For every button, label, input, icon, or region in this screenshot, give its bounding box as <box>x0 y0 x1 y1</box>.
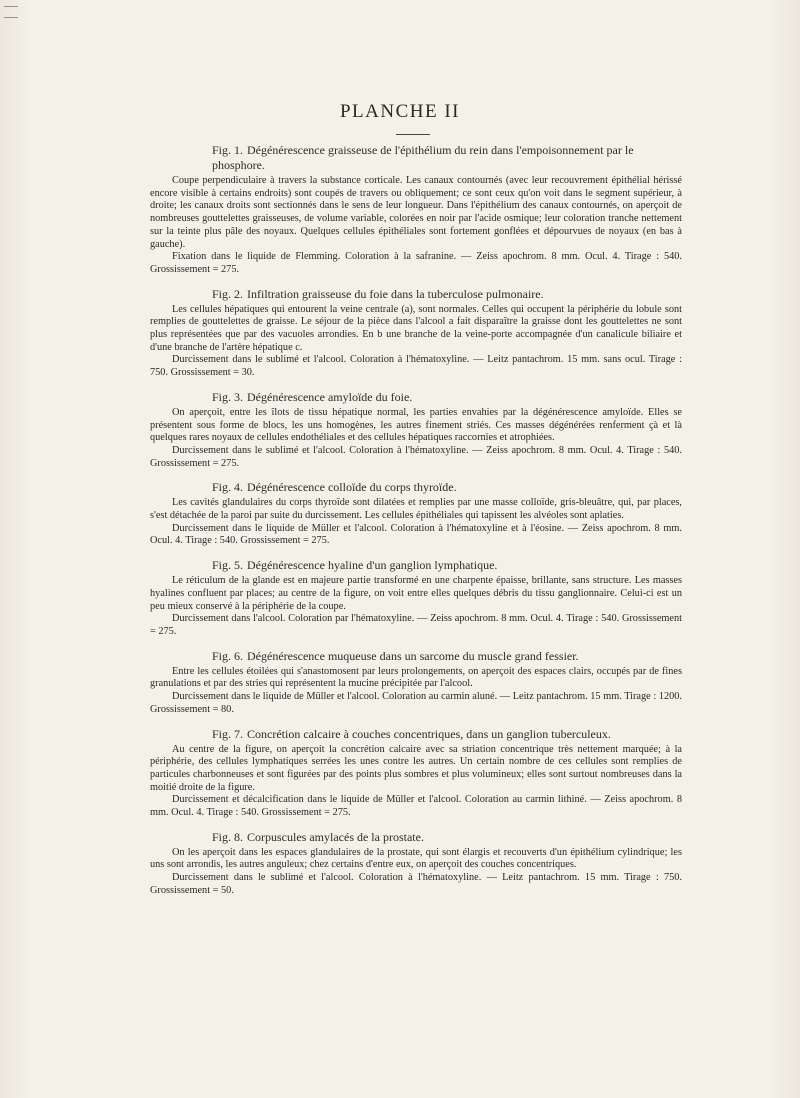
figure-legend-4 <box>150 480 682 548</box>
figure-legend-1 <box>150 143 682 277</box>
figure-label: Fig. 5. <box>212 558 244 573</box>
figure-title <box>150 287 682 302</box>
figure-title-text: Dégénérescence amyloïde du foie. <box>247 389 413 404</box>
figure-label: Fig. 6. <box>212 648 244 663</box>
figure-description: Coupe perpendiculaire à travers la substance corticale. Les canaux contournés (avec leur recouvrement épithélial hérissé encore visible à certains endroits) sont coupés de travers ou obliquement; ce sont ceux qu'on voit dans le segment supérieur, à droite; les canaux droits sont sectionnés dans le sens de leur longueur. Dans l'épithélium des canaux contournés, on aperçoit de nombreuses gouttelettes graisseuses, de volume variable, colorées en noir par l'acide osmique; leur coloration tranche nettement sur la teinte plus pâle des noyaux. Quelques cellules épithéliales sont fortement gonflées et dépourvues de noyaux (en bas à gauche). <box>150 175 682 250</box>
figure-legend-7 <box>150 727 682 820</box>
figure-legend-2 <box>150 287 682 380</box>
figure-label: Fig. 4. <box>212 480 244 495</box>
figure-title <box>150 480 682 495</box>
page-title: PLANCHE II <box>339 101 461 122</box>
figure-title <box>150 830 682 845</box>
figure-technique: Durcissement dans le liquide de Müller et l'alcool. Coloration à l'hématoxyline et à l'éosine. — Zeiss apochrom. 8 mm. Ocul. 4. Tirage : 540. Grossissement = 275. <box>150 522 682 547</box>
figure-description: On les aperçoit dans les espaces glandulaires de la prostate, qui sont élargis et recouverts d'un épithélium cylindrique; les uns sont arrondis, les autres anguleux; chez certains d'entre eux, on aperçoit des couches concentriques. <box>150 846 682 871</box>
figure-technique: Durcissement dans l'alcool. Coloration par l'hématoxyline. — Zeiss apochrom. 8 mm. Ocul. 4. Tirage : 540. Grossissement = 275. <box>150 613 682 637</box>
figure-title <box>150 649 682 664</box>
figure-technique: Durcissement et décalcification dans le liquide de Müller et l'alcool. Coloration au carmin lithiné. — Zeiss apochrom. 8 mm. Ocul. 4. Tirage : 540. Grossissement = 275. <box>150 794 682 819</box>
figure-title <box>150 727 682 742</box>
figure-title <box>150 558 682 573</box>
figure-description: Entre les cellules étoilées qui s'anastomosent par leurs prolongements, on aperçoit des espaces clairs, occupés par de fines granulations et par des stries qui représentent la mucine précipitée par l'alcool. <box>150 665 682 690</box>
figure-label: Fig. 7. <box>212 726 244 741</box>
figure-technique: Durcissement dans le sublimé et l'alcool. Coloration à l'hématoxyline. — Leitz pantachrom. 15 mm. Tirage : 750. Grossissement = 50. <box>150 872 682 896</box>
title-rule <box>396 134 430 135</box>
figure-technique: Durcissement dans le liquide de Müller et l'alcool. Coloration au carmin aluné. — Leitz pantachrom. 15 mm. Tirage : 1200. Grossissement = 80. <box>150 691 682 715</box>
figure-legend-3 <box>150 390 682 471</box>
figure-label: Fig. 1. <box>212 143 244 157</box>
figure-description: Au centre de la figure, on aperçoit la concrétion calcaire avec sa striation concentrique très nettement marquée; à la périphérie, des cellules lymphatiques serrées les unes contre les autres. Un certain nombre de ces cellules sont remplies de particules charbonneuses et sont figurées par des points plus sombres et plus volumineux; elles sont surtout nombreuses dans la moitié droite de la figure. <box>150 743 682 793</box>
figure-title <box>150 143 682 173</box>
figure-label: Fig. 3. <box>212 389 244 404</box>
figure-label: Fig. 2. <box>212 286 244 301</box>
figure-title-text: Dégénérescence hyaline d'un ganglion lymphatique. <box>247 558 498 573</box>
figure-description: On aperçoit, entre les îlots de tissu hépatique normal, les parties envahies par la dégénérescence amyloïde. Elles se présentent sous forme de blocs, les uns homogènes, les autres finement striés. Ces masses dégénérées renferment çà et là quelques rares noyaux de cellules endothéliales et des cellules hépatiques raccornies et atrophiées. <box>150 406 682 444</box>
figure-description: Les cavités glandulaires du corps thyroïde sont dilatées et remplies par une masse colloïde, gris-bleuâtre, qui, par places, s'est détachée de la paroi par suite du durcissement. Les cellules épithéliales qui tapissent les alvéoles sont aplaties. <box>150 497 682 522</box>
figure-title-text: Dégénérescence graisseuse de l'épithélium du rein dans l'empoisonnement par le phosphore. <box>212 143 634 172</box>
figure-legend-6 <box>150 649 682 717</box>
printer-mark <box>4 6 18 18</box>
figure-legend-5 <box>150 558 682 639</box>
figure-description: Le réticulum de la glande est en majeure partie transformé en une charpente épaisse, brillante, sans structure. Les masses hyalines confluent par places; au centre de la figure, on voit entre elles quelques débris du tissu ganglionnaire. Celui-ci est un peu mieux conservé à la périphérie de la coupe. <box>150 575 682 612</box>
figure-title-text: Infiltration graisseuse du foie dans la tuberculose pulmonaire. <box>247 286 544 301</box>
figure-label: Fig. 8. <box>212 829 244 844</box>
figure-title-text: Dégénérescence muqueuse dans un sarcome du muscle grand fessier. <box>247 648 579 663</box>
figure-title <box>150 390 682 405</box>
figure-title-text: Concrétion calcaire à couches concentriques, dans un ganglion tuberculeux. <box>247 726 611 741</box>
figure-title-text: Corpuscules amylacés de la prostate. <box>247 829 424 844</box>
figure-description: Les cellules hépatiques qui entourent la veine centrale (a), sont normales. Celles qui occupent la périphérie du lobule sont remplies de gouttelettes de graisse. Le séjour de la pièce dans l'alcool a fait disparaître la graisse dont les gouttelettes ne sont plus représentées que par des vacuoles arrondies. En b une branche de la veine-porte accompagnée d'un canalicule biliaire et d'une branche de l'artère hépatique c. <box>150 303 682 353</box>
figure-technique: Durcissement dans le sublimé et l'alcool. Coloration à l'hématoxyline. — Leitz pantachrom. 15 mm. sans ocul. Tirage : 750. Grossissement = 30. <box>150 354 682 379</box>
figure-technique: Durcissement dans le sublimé et l'alcool. Coloration à l'hématoxyline. — Zeiss apochrom. 8 mm. Ocul. 4. Tirage : 540. Grossissement = 275. <box>150 444 682 469</box>
figure-technique: Fixation dans le liquide de Flemming. Coloration à la safranine. — Zeiss apochrom. 8 mm. Ocul. 4. Tirage : 540. Grossissement = 275. <box>150 251 682 275</box>
figure-title-text: Dégénérescence colloïde du corps thyroïde. <box>247 480 457 495</box>
figure-legends <box>150 143 682 898</box>
figure-legend-8 <box>150 830 682 898</box>
